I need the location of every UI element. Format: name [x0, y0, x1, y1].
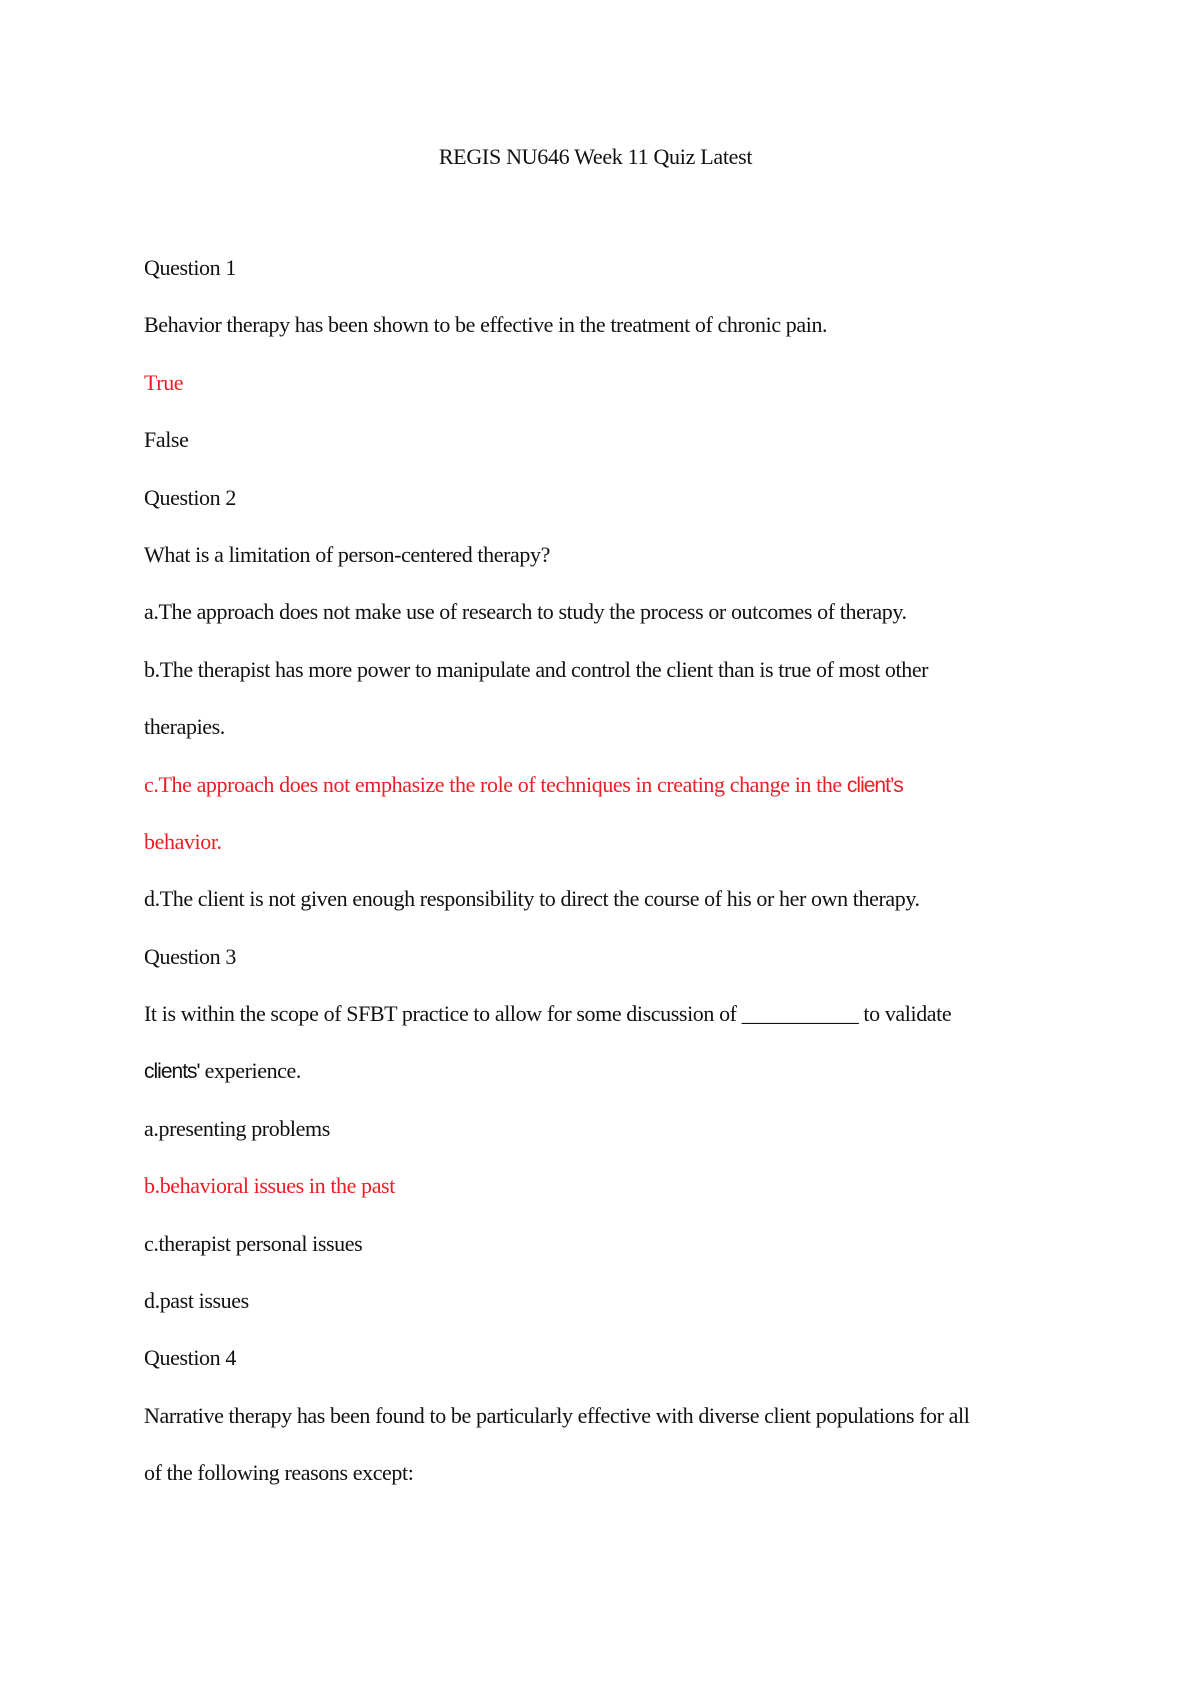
question-prompt: What is a limitation of person-centered therapy? — [144, 541, 550, 567]
page-title: REGIS NU646 Week 11 Quiz Latest — [438, 144, 753, 169]
quiz-content — [144, 256, 1044, 1519]
question-prompt: Behavior therapy has been shown to be effective in the treatment of chronic pain. — [144, 312, 828, 338]
answer-option: d.past issues — [144, 1288, 249, 1314]
answer-option-word: client’s — [846, 773, 903, 797]
answer-option: b.The therapist has more power to manipulate and control the client than is true of most other — [144, 656, 929, 682]
answer-option-continued: therapies. — [144, 714, 225, 740]
prompt-text: experience. — [199, 1058, 302, 1084]
question-prompt: Narrative therapy has been found to be particularly effective with diverse client populations for all — [144, 1402, 970, 1428]
prompt-word: clients' — [144, 1060, 200, 1084]
answer-option-correct-continued: behavior. — [144, 828, 222, 854]
question-heading: Question 1 — [144, 255, 236, 280]
question-prompt: It is within the scope of SFBT practice to allow for some discussion of ___________ to validate — [144, 1001, 952, 1027]
answer-option: a.The approach does not make use of research to study the process or outcomes of therapy. — [144, 599, 907, 625]
question-heading: Question 4 — [144, 1345, 236, 1371]
answer-option: d.The client is not given enough responsibility to direct the course of his or her own therapy. — [144, 886, 920, 912]
question-prompt-continued — [144, 1059, 1044, 1116]
answer-option-correct: True — [144, 369, 184, 395]
answer-option-correct — [144, 773, 1044, 830]
question-heading: Question 2 — [144, 484, 236, 510]
answer-option: False — [144, 427, 189, 453]
answer-option-correct: b.behavioral issues in the past — [144, 1173, 395, 1199]
question-heading: Question 3 — [144, 943, 236, 969]
answer-option: a.presenting problems — [144, 1115, 330, 1141]
answer-option: c.therapist personal issues — [144, 1230, 363, 1256]
question-prompt-continued: of the following reasons except: — [144, 1460, 414, 1486]
answer-option-text: c.The approach does not emphasize the role of techniques in creating change in the — [144, 771, 847, 797]
